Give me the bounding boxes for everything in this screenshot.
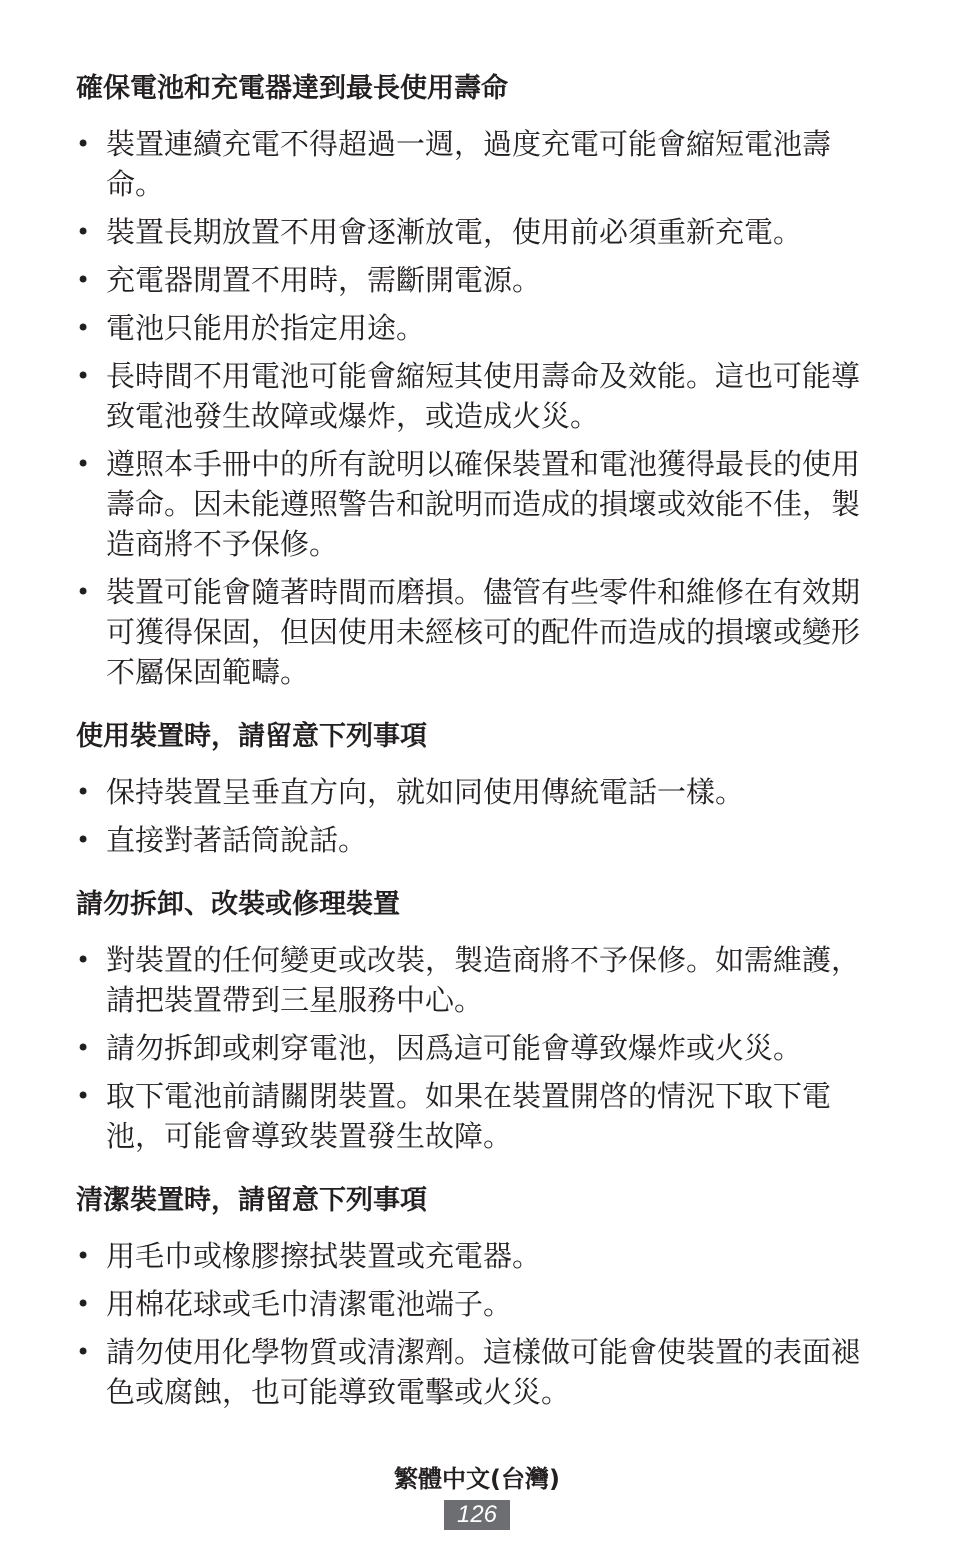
list-item-text: 對裝置的任何變更或改裝，製造商將不予保修。如需維護，請把裝置帶到三星服務中心。 xyxy=(106,943,861,1017)
bullet-list xyxy=(76,124,866,692)
section-using-device xyxy=(76,716,866,860)
bullet-icon: • xyxy=(76,946,91,974)
bullet-list xyxy=(76,940,866,1156)
list-item-text: 充電器閒置不用時，需斷開電源。 xyxy=(106,263,542,297)
list-item-text: 請勿使用化學物質或清潔劑。這樣做可能會使裝置的表面褪色或腐蝕，也可能導致電擊或火災。 xyxy=(106,1335,861,1409)
list-item xyxy=(76,1236,866,1276)
bullet-icon: • xyxy=(76,826,91,854)
list-item-text: 取下電池前請關閉裝置。如果在裝置開啓的情況下取下電池，可能會導致裝置發生故障。 xyxy=(106,1079,832,1153)
bullet-icon: • xyxy=(76,1290,91,1318)
bullet-list xyxy=(76,1236,866,1412)
bullet-icon: • xyxy=(76,130,91,158)
list-item xyxy=(76,308,866,348)
bullet-icon: • xyxy=(76,1242,91,1270)
list-item-text: 用棉花球或毛巾清潔電池端子。 xyxy=(106,1287,513,1321)
page-number-badge: 126 xyxy=(444,1500,510,1530)
list-item-text: 保持裝置呈垂直方向，就如同使用傳統電話一樣。 xyxy=(106,775,745,809)
list-item xyxy=(76,1284,866,1324)
list-item xyxy=(76,1028,866,1068)
list-item xyxy=(76,572,866,692)
list-item-text: 裝置長期放置不用會逐漸放電，使用前必須重新充電。 xyxy=(106,215,803,249)
list-item xyxy=(76,940,866,1020)
list-item xyxy=(76,772,866,812)
bullet-list xyxy=(76,772,866,860)
bullet-icon: • xyxy=(76,1338,91,1366)
bullet-icon: • xyxy=(76,578,91,606)
bullet-icon: • xyxy=(76,314,91,342)
list-item xyxy=(76,1332,866,1412)
section-cleaning xyxy=(76,1180,866,1412)
bullet-icon: • xyxy=(76,1082,91,1110)
list-item-text: 裝置連續充電不得超過一週，過度充電可能會縮短電池壽命。 xyxy=(106,127,832,201)
section-no-disassembly xyxy=(76,884,866,1156)
section-battery-life xyxy=(76,68,866,692)
list-item xyxy=(76,356,866,436)
list-item-text: 長時間不用電池可能會縮短其使用壽命及效能。這也可能導致電池發生故障或爆炸，或造成火災。 xyxy=(106,359,861,433)
section-title: 使用裝置時，請留意下列事項 xyxy=(76,721,427,752)
list-item-text: 遵照本手冊中的所有說明以確保裝置和電池獲得最長的使用壽命。因未能遵照警告和說明而造成的損壞或效能不佳，製造商將不予保修。 xyxy=(106,447,861,561)
section-title: 請勿拆卸、改裝或修理裝置 xyxy=(76,889,400,920)
list-item-text: 電池只能用於指定用途。 xyxy=(106,311,426,345)
bullet-icon: • xyxy=(76,362,91,390)
list-item-text: 裝置可能會隨著時間而磨損。儘管有些零件和維修在有效期可獲得保固，但因使用未經核可的配件而造成的損壞或變形不屬保固範疇。 xyxy=(106,575,861,689)
footer-language-label: 繁體中文(台灣) xyxy=(394,1465,560,1493)
list-item xyxy=(76,212,866,252)
bullet-icon: • xyxy=(76,450,91,478)
section-title: 清潔裝置時，請留意下列事項 xyxy=(76,1185,427,1216)
list-item xyxy=(76,124,866,204)
list-item xyxy=(76,1076,866,1156)
list-item xyxy=(76,444,866,564)
section-title: 確保電池和充電器達到最長使用壽命 xyxy=(76,73,508,104)
list-item-text: 請勿拆卸或刺穿電池，因爲這可能會導致爆炸或火災。 xyxy=(106,1031,803,1065)
page-footer xyxy=(0,1462,954,1530)
list-item xyxy=(76,820,866,860)
bullet-icon: • xyxy=(76,218,91,246)
bullet-icon: • xyxy=(76,266,91,294)
list-item xyxy=(76,260,866,300)
list-item-text: 用毛巾或橡膠擦拭裝置或充電器。 xyxy=(106,1239,542,1273)
bullet-icon: • xyxy=(76,1034,91,1062)
manual-page-content xyxy=(76,68,866,1420)
bullet-icon: • xyxy=(76,778,91,806)
list-item-text: 直接對著話筒說話。 xyxy=(106,823,368,857)
